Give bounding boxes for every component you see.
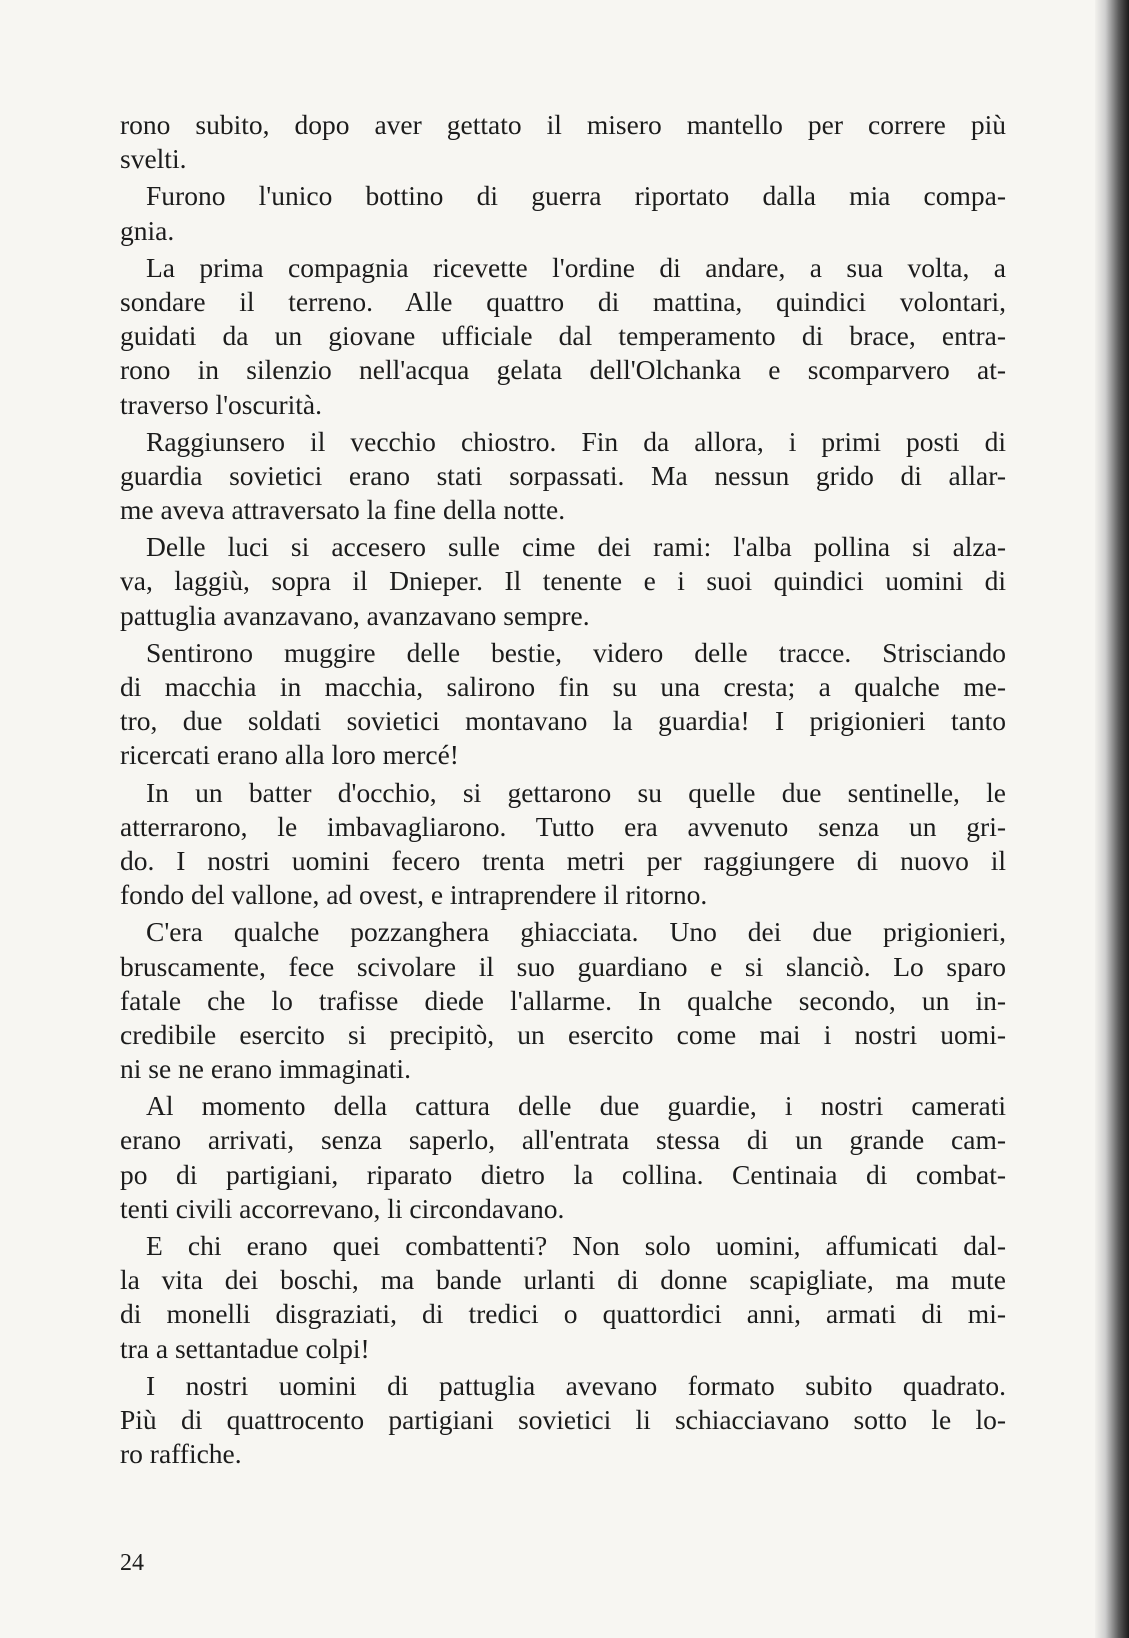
text-line: erano arrivati, senza saperlo, all'entrata stessa di un grande cam- [120, 1124, 1006, 1156]
paragraph [120, 425, 1006, 528]
paragraph [120, 1229, 1006, 1366]
text-line: tro, due soldati sovietici montavano la guardia! I prigionieri tanto [120, 705, 1006, 737]
text-line: po di partigiani, riparato dietro la collina. Centinaia di combat- [120, 1158, 1006, 1190]
text-line: tra a settantadue colpi! [120, 1332, 370, 1364]
text-line: Furono l'unico bottino di guerra riportato dalla mia compa- [146, 180, 1006, 212]
text-line: rono subito, dopo aver gettato il misero mantello per correre più [120, 109, 1006, 140]
page-binding-edge [1095, 0, 1129, 1638]
text-line: In un batter d'occhio, si gettarono su quelle due sentinelle, le [146, 776, 1006, 808]
text-line: me aveva attraversato la fine della notte. [120, 494, 566, 526]
text-line: Al momento della cattura delle due guardie, i nostri camerati [146, 1090, 1006, 1122]
text-line: La prima compagnia ricevette l'ordine di andare, a sua volta, a [146, 251, 1006, 283]
text-line: pattuglia avanzavano, avanzavano sempre. [120, 599, 590, 631]
text-line: fondo del vallone, ad ovest, e intraprendere il ritorno. [120, 879, 708, 911]
text-line: Più di quattrocento partigiani sovietici li schiacciavano sotto le lo- [120, 1403, 1006, 1435]
text-line: traverso l'oscurità. [120, 388, 322, 420]
paragraph [120, 1089, 1006, 1226]
text-line: rono in silenzio nell'acqua gelata dell'Olchanka e scomparvero at- [120, 354, 1006, 386]
text-line: Sentirono muggire delle bestie, videro delle tracce. Strisciando [146, 636, 1006, 668]
text-line: tenti civili accorrevano, li circondavano. [120, 1192, 565, 1224]
text-line: ni se ne erano immaginati. [120, 1053, 411, 1085]
paragraph [120, 530, 1006, 633]
text-line: di monelli disgraziati, di tredici o quattordici anni, armati di mi- [120, 1298, 1006, 1330]
text-line: fatale che lo trafisse diede l'allarme. In qualche secondo, un in- [120, 984, 1006, 1016]
paragraph [120, 636, 1006, 773]
body-text [120, 108, 1006, 1471]
paragraph [120, 251, 1006, 422]
paragraph [120, 915, 1006, 1086]
text-line: E chi erano quei combattenti? Non solo uomini, affumicati dal- [146, 1230, 1006, 1261]
text-line: la vita dei boschi, ma bande urlanti di donne scapigliate, ma mute [120, 1264, 1006, 1296]
text-line: svelti. [120, 143, 187, 175]
text-line: sondare il terreno. Alle quattro di mattina, quindici volontari, [120, 285, 1006, 317]
page-number: 24 [120, 1550, 144, 1576]
text-line: Raggiunsero il vecchio chiostro. Fin da allora, i primi posti di [146, 425, 1006, 457]
text-line: di macchia in macchia, salirono fin su una cresta; a qualche me- [120, 671, 1006, 702]
text-line: C'era qualche pozzanghera ghiacciata. Uno dei due prigionieri, [146, 916, 1006, 948]
text-line: ro raffiche. [120, 1438, 242, 1470]
paragraph [120, 179, 1006, 247]
text-line: guardia sovietici erano stati sorpassati. Ma nessun grido di allar- [120, 459, 1006, 491]
text-line: ricercati erano alla loro mercé! [120, 739, 459, 771]
paragraph [120, 776, 1006, 913]
text-line: Delle luci si accesero sulle cime dei rami: l'alba pollina si alza- [146, 531, 1006, 563]
text-line: va, laggiù, sopra il Dnieper. Il tenente e i suoi quindici uomini di [120, 565, 1006, 597]
text-line: guidati da un giovane ufficiale dal temperamento di brace, entra- [120, 320, 1006, 352]
text-line: atterrarono, le imbavagliarono. Tutto era avvenuto senza un gri- [120, 810, 1006, 842]
text-line: bruscamente, fece scivolare il suo guardiano e si slanciò. Lo sparo [120, 950, 1006, 982]
text-line: I nostri uomini di pattuglia avevano formato subito quadrato. [146, 1369, 1006, 1401]
text-line: gnia. [120, 214, 175, 246]
text-line: do. I nostri uomini fecero trenta metri per raggiungere di nuovo il [120, 844, 1006, 876]
paragraph [120, 108, 1006, 176]
paragraph [120, 1369, 1006, 1472]
text-line: credibile esercito si precipitò, un esercito come mai i nostri uomi- [120, 1018, 1006, 1050]
